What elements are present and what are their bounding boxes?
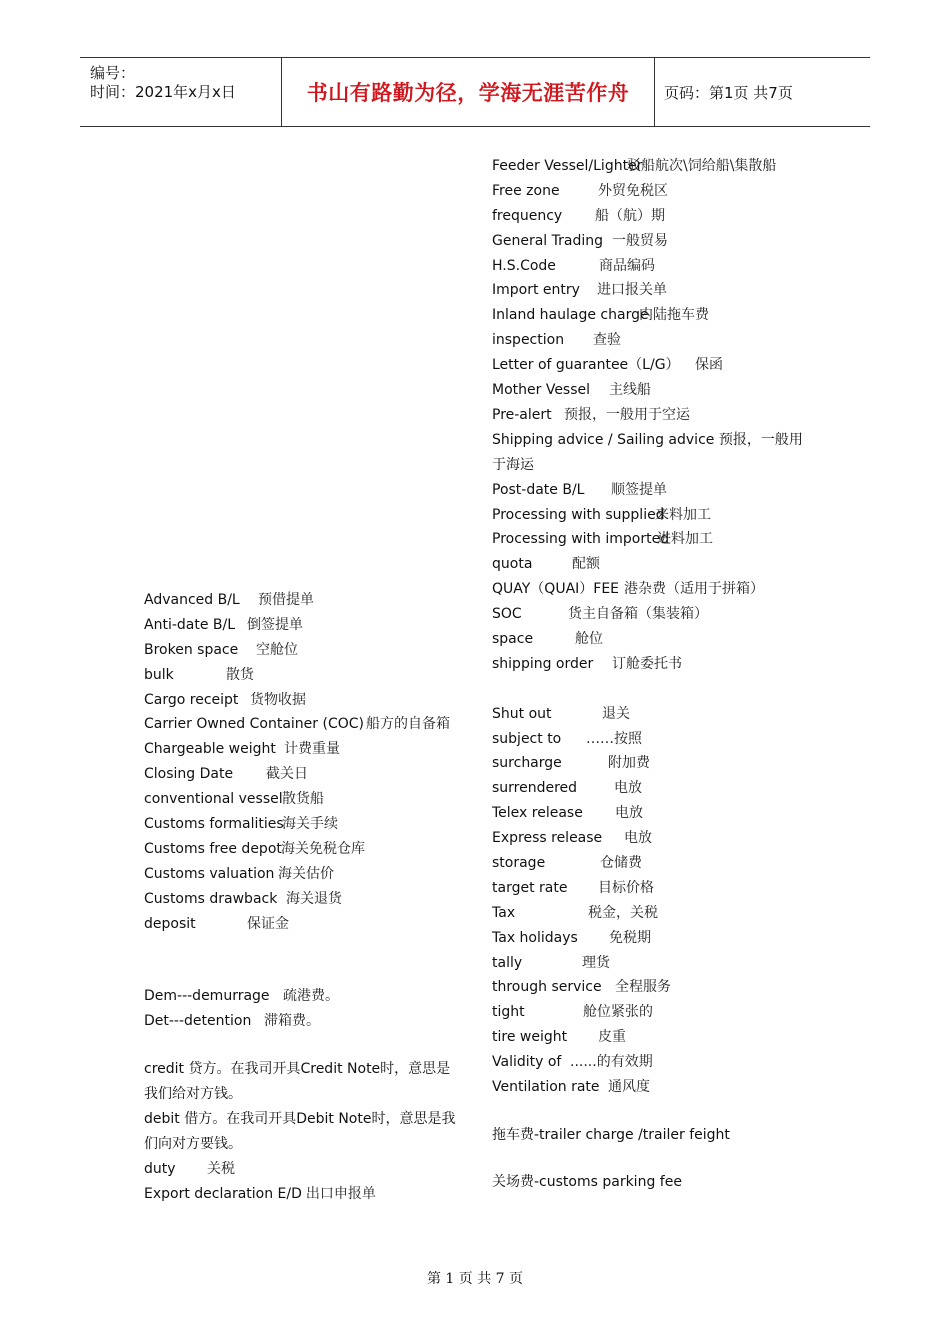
entry-term: Dem---demurrage xyxy=(144,988,270,1005)
entry-translation: 电放 xyxy=(615,805,643,822)
page-footer: 第 1 页 共 7 页 xyxy=(426,1271,524,1287)
glossary-entry xyxy=(492,552,822,577)
glossary-entry xyxy=(492,751,822,776)
entry-translation: 电放 xyxy=(624,830,652,847)
entry-term: Advanced B/L xyxy=(144,592,240,608)
glossary-entry xyxy=(144,737,474,762)
entry-translation: 散货 xyxy=(226,666,254,683)
glossary-entry xyxy=(492,776,822,801)
entry-translation: 港杂费（适用于拼箱） xyxy=(624,581,764,598)
entry-term: Processing with imported xyxy=(492,531,670,548)
entry-translation: 预报，一般用于空运 xyxy=(564,406,690,423)
entry-term: Letter of guarantee（L/G） xyxy=(492,357,680,374)
shipping-advice-entry: Shipping advice / Sailing advice 预报，一般用于海运 xyxy=(492,431,803,473)
entry-translation: 电放 xyxy=(614,780,642,797)
entry-translation: 全程服务 xyxy=(615,979,671,996)
glossary-entry xyxy=(492,229,822,254)
entry-translation: 计费重量 xyxy=(284,741,340,758)
page-header xyxy=(80,57,870,127)
glossary-entry xyxy=(492,1050,822,1075)
entry-translation: ……按照 xyxy=(586,730,642,747)
entry-translation: 税金，关税 xyxy=(588,904,658,921)
glossary-entry xyxy=(144,984,474,1009)
entry-translation: 来料加工 xyxy=(655,506,711,523)
entry-term: Det---detention xyxy=(144,1013,252,1030)
entry-term: Customs valuation xyxy=(144,865,275,882)
customs-parking-entry: 关场费-customs parking fee xyxy=(492,1173,682,1190)
entry-translation: 查验 xyxy=(593,332,621,349)
entry-term: Tax holidays xyxy=(492,929,578,946)
entry-translation: 订舱委托书 xyxy=(612,655,682,672)
glossary-entry xyxy=(492,254,822,279)
glossary-entry xyxy=(492,478,822,503)
entry-term: Closing Date xyxy=(144,766,234,783)
entry-term: QUAY（QUAI）FEE xyxy=(492,581,620,598)
glossary-right-column xyxy=(492,154,822,1195)
header-page-label: 页码：第1页 共7页 xyxy=(664,83,793,102)
entry-term: Shut out xyxy=(492,705,552,722)
entry-translation: 保函 xyxy=(695,357,723,374)
glossary-entry xyxy=(492,577,822,602)
entry-translation: 货物收据 xyxy=(250,691,306,708)
glossary-entry xyxy=(492,652,822,677)
entry-term: subject to xyxy=(492,730,562,747)
entry-translation: 预借提单 xyxy=(258,592,314,608)
entry-term: frequency xyxy=(492,207,563,224)
header-motto-cell xyxy=(281,58,655,126)
glossary-entry xyxy=(492,378,822,403)
entry-term: Carrier Owned Container (COC) xyxy=(144,716,364,733)
glossary-entry xyxy=(492,503,822,528)
entry-translation: 船方的自备箱 xyxy=(366,716,450,733)
glossary-entry xyxy=(144,837,474,862)
entry-term: bulk xyxy=(144,666,174,683)
left-entry-list xyxy=(144,588,474,936)
entry-translation: 配额 xyxy=(572,556,600,573)
entry-translation: 截关日 xyxy=(266,766,308,783)
glossary-entry xyxy=(492,1075,822,1100)
glossary-entry xyxy=(492,1000,822,1025)
entry-translation: 免税期 xyxy=(609,929,651,946)
entry-term: tight xyxy=(492,1004,525,1021)
entry-translation: 内陆拖车费 xyxy=(639,307,709,324)
entry-term: Validity of xyxy=(492,1054,562,1071)
glossary-entry xyxy=(492,702,822,727)
entry-translation: 滞箱费。 xyxy=(264,1013,320,1030)
glossary-entry xyxy=(144,1157,474,1182)
debit-paragraph: debit 借方。在我司开具Debit Note时，意思是我们向对方要钱。 xyxy=(144,1110,456,1152)
entry-translation: 舱位紧张的 xyxy=(583,1004,653,1021)
entry-term: Free zone xyxy=(492,182,560,199)
entry-translation: ......的有效期 xyxy=(570,1054,653,1071)
entry-term: inspection xyxy=(492,332,565,349)
entry-term: Customs free depot xyxy=(144,840,282,857)
glossary-entry xyxy=(144,762,474,787)
glossary-entry xyxy=(492,303,822,328)
glossary-entry xyxy=(492,926,822,951)
glossary-entry xyxy=(144,688,474,713)
right-entry-list-c xyxy=(492,702,822,1100)
entry-term: Express release xyxy=(492,830,603,847)
entry-translation: 保证金 xyxy=(247,915,289,932)
glossary-entry xyxy=(492,951,822,976)
entry-translation: 海关估价 xyxy=(278,865,334,882)
glossary-entry xyxy=(144,862,474,887)
entry-translation: 船（航）期 xyxy=(595,207,665,224)
entry-term: quota xyxy=(492,556,533,573)
document-time-label: 时间：2021年x月x日 xyxy=(90,83,236,101)
glossary-entry xyxy=(492,627,822,652)
entry-translation: 附加费 xyxy=(608,755,650,772)
entry-term: Import entry xyxy=(492,282,580,299)
glossary-entry xyxy=(144,1182,474,1207)
entry-term: tire weight xyxy=(492,1029,568,1046)
entry-term: Telex release xyxy=(492,805,583,822)
entry-term: H.S.Code xyxy=(492,257,556,274)
entry-term: Ventilation rate xyxy=(492,1078,600,1095)
entry-translation: 目标价格 xyxy=(598,879,654,896)
glossary-entry xyxy=(144,638,474,663)
entry-translation: 散货船 xyxy=(282,791,324,808)
glossary-entry xyxy=(144,887,474,912)
entry-translation: 顺签提单 xyxy=(611,481,667,498)
glossary-entry xyxy=(144,613,474,638)
glossary-entry xyxy=(492,727,822,752)
entry-term: conventional vessel xyxy=(144,791,283,808)
glossary-entry xyxy=(492,876,822,901)
glossary-entry xyxy=(144,663,474,688)
entry-term: Anti-date B/L xyxy=(144,616,236,633)
glossary-entry xyxy=(492,328,822,353)
entry-translation: 退关 xyxy=(602,705,630,722)
entry-translation: 进口报关单 xyxy=(597,282,667,299)
entry-term: shipping order xyxy=(492,655,594,672)
entry-translation: 海关手续 xyxy=(282,816,338,833)
entry-term: Post-date B/L xyxy=(492,481,585,498)
right-entry-list-a xyxy=(492,154,822,428)
credit-paragraph: credit 贷方。在我司开具Credit Note时，意思是我们给对方钱。 xyxy=(144,1061,451,1103)
glossary-entry xyxy=(492,204,822,229)
glossary-entry xyxy=(492,179,822,204)
entry-translation: 商品编码 xyxy=(599,257,655,274)
glossary-entry xyxy=(492,527,822,552)
entry-translation: 倒签提单 xyxy=(247,616,303,633)
glossary-entry xyxy=(492,901,822,926)
entry-translation: 理货 xyxy=(582,954,610,971)
entry-term: deposit xyxy=(144,915,196,932)
glossary-entry xyxy=(492,975,822,1000)
entry-term: Feeder Vessel/Lighter xyxy=(492,158,643,174)
entry-term: duty xyxy=(144,1160,176,1177)
glossary-entry xyxy=(492,353,822,378)
entry-translation: 皮重 xyxy=(598,1029,626,1046)
entry-term: surcharge xyxy=(492,755,562,772)
header-page-cell xyxy=(654,58,870,126)
entry-term: through service xyxy=(492,979,602,996)
glossary-entry xyxy=(144,812,474,837)
entry-term: Mother Vessel xyxy=(492,382,591,399)
entry-translation: 舱位 xyxy=(575,630,603,647)
entry-term: Cargo receipt xyxy=(144,691,239,708)
entry-term: Export declaration E/D xyxy=(144,1185,302,1202)
entry-term: General Trading xyxy=(492,232,603,249)
header-motto: 书山有路勤为径，学海无涯苦作舟 xyxy=(306,80,630,105)
glossary-entry xyxy=(144,787,474,812)
entry-translation: 进料加工 xyxy=(657,531,713,548)
entry-term: Broken space xyxy=(144,641,239,658)
entry-term: Customs drawback xyxy=(144,890,278,907)
glossary-entry xyxy=(492,1025,822,1050)
entry-translation: 一般贸易 xyxy=(612,232,668,249)
entry-term: Pre-alert xyxy=(492,406,552,423)
entry-translation: 空舱位 xyxy=(256,641,298,658)
document-number-label: 编号： xyxy=(90,64,136,82)
entry-term: tally xyxy=(492,954,523,971)
entry-translation: 仓储费 xyxy=(600,854,642,871)
entry-translation: 货主自备箱（集装箱） xyxy=(568,606,708,623)
trailer-charge-entry: 拖车费-trailer charge /trailer feight xyxy=(492,1126,730,1143)
entry-translation: 主线船 xyxy=(609,382,651,399)
entry-term: Customs formalities xyxy=(144,816,284,833)
entry-term: Inland haulage charge xyxy=(492,307,649,324)
header-meta-cell xyxy=(80,58,280,126)
entry-term: surrendered xyxy=(492,780,578,797)
right-entry-list-b xyxy=(492,478,822,677)
glossary-entry xyxy=(492,278,822,303)
glossary-entry xyxy=(492,801,822,826)
entry-term: Chargeable weight xyxy=(144,741,276,758)
entry-translation: 海关退货 xyxy=(286,890,342,907)
entry-term: target rate xyxy=(492,879,568,896)
glossary-left-column xyxy=(144,588,474,1207)
entry-term: space xyxy=(492,630,534,647)
entry-term: SOC xyxy=(492,606,522,623)
entry-translation: 驳船航次\饲给船\集散船 xyxy=(627,158,777,174)
entry-term: storage xyxy=(492,854,546,871)
glossary-entry xyxy=(492,602,822,627)
glossary-entry xyxy=(492,403,822,428)
glossary-entry xyxy=(492,154,822,179)
entry-term: Tax xyxy=(492,904,516,921)
glossary-entry xyxy=(492,826,822,851)
entry-translation: 关税 xyxy=(207,1160,235,1177)
entry-translation: 海关免税仓库 xyxy=(281,840,365,857)
entry-translation: 出口申报单 xyxy=(305,1185,376,1202)
glossary-entry xyxy=(492,851,822,876)
entry-term: Processing with supplied xyxy=(492,506,665,523)
glossary-entry xyxy=(144,912,474,937)
entry-translation: 疏港费。 xyxy=(283,988,339,1005)
glossary-entry xyxy=(144,1009,474,1034)
glossary-entry xyxy=(144,588,474,613)
glossary-entry xyxy=(144,712,474,737)
entry-translation: 通风度 xyxy=(608,1078,650,1095)
entry-translation: 外贸免税区 xyxy=(598,182,668,199)
